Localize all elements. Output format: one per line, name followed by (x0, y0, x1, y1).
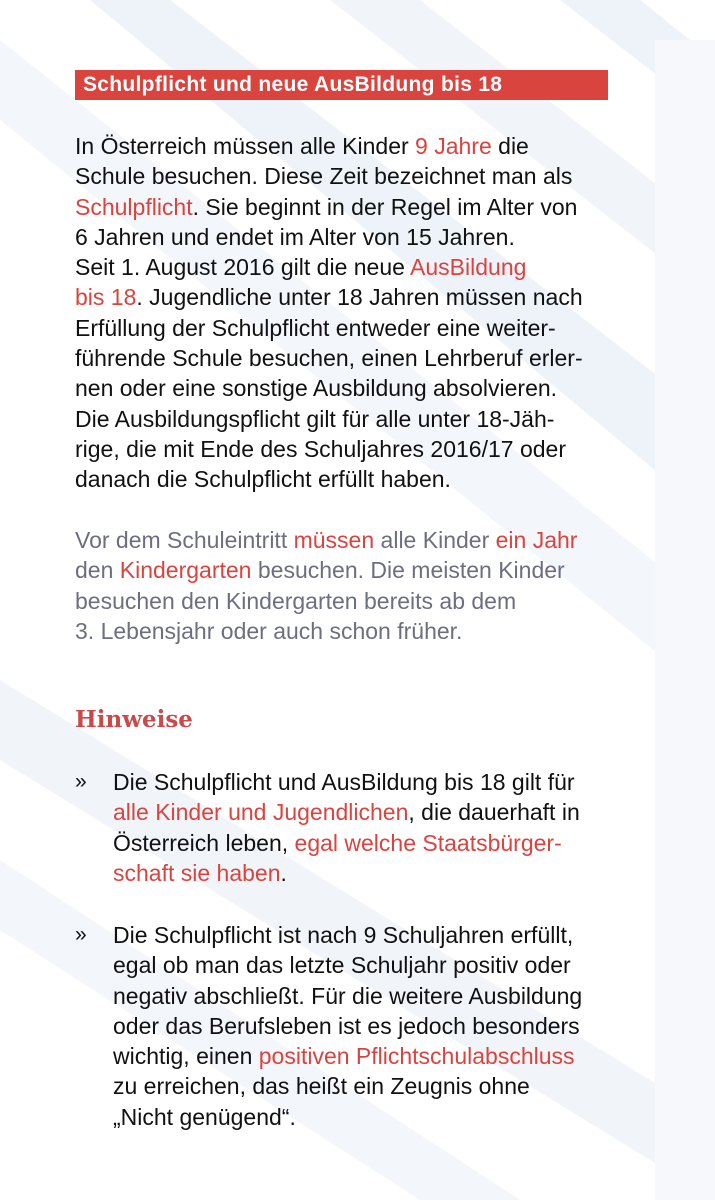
intro-paragraph (75, 131, 655, 495)
text-run: Seit 1. August 2016 gilt die neue (75, 254, 411, 281)
hint-text (113, 767, 653, 888)
text-line (113, 952, 571, 978)
text-run: Vor dem Schuleintritt (75, 527, 294, 553)
text-line (113, 769, 575, 795)
text-line (113, 1013, 580, 1039)
text-line (75, 133, 529, 159)
text-run: oder das Berufsleben ist es jedoch besonders (113, 1012, 580, 1039)
section-title: Schulpflicht und neue AusBildung bis 18 (75, 70, 608, 100)
text-run: alle Kinder (374, 527, 496, 553)
highlight-text: bis 18 (75, 284, 137, 311)
text-line (75, 345, 583, 371)
text-line (113, 1104, 296, 1130)
text-run: nen oder eine sonstige Ausbildung absolvieren. (75, 375, 558, 402)
text-run: zu erreichen, das heißt ein Zeugnis ohne (113, 1073, 530, 1100)
text-line (75, 224, 515, 250)
text-run: wichtig, einen (113, 1043, 259, 1070)
text-line (75, 618, 462, 644)
text-line (75, 557, 565, 583)
highlight-text: müssen (293, 527, 375, 553)
text-run: . Jugendliche unter 18 Jahren müssen nach (136, 284, 583, 311)
highlight-text: schaft sie haben (113, 859, 281, 886)
text-line (75, 284, 583, 310)
highlight-text: 9 Jahre (415, 133, 492, 159)
text-line (75, 254, 526, 280)
highlight-text: positiven Pflichtschulabschluss (258, 1043, 575, 1070)
text-line (113, 983, 582, 1009)
text-run: Die Ausbildungspflicht gilt für alle unter 18-Jäh- (75, 405, 555, 432)
text-run: . Sie beginnt in der Regel im Alter von (192, 193, 578, 220)
text-run: 6 Jahren und endet im Alter von 15 Jahren. (75, 223, 515, 250)
bullet-marker: » (75, 770, 87, 793)
highlight-text: Kindergarten (119, 557, 252, 584)
text-run: 3. Lebensjahr oder auch schon früher. (75, 617, 463, 644)
text-line (75, 527, 577, 553)
text-run: negativ abschließt. Für die weitere Ausbildung (113, 982, 583, 1009)
text-run: , die dauerhaft in (408, 799, 580, 826)
text-run: rige, die mit Ende des Schuljahres 2016/17 oder (75, 435, 566, 462)
text-line (113, 830, 562, 856)
hint-text (113, 920, 653, 1132)
kindergarten-paragraph (75, 525, 655, 646)
text-line (75, 194, 577, 220)
highlight-text: AusBildung (410, 254, 527, 281)
text-run: Schule besuchen. Diese Zeit bezeichnet man als (75, 163, 573, 190)
highlight-text: ein Jahr (495, 527, 578, 553)
text-run: „Nicht genügend“. (113, 1103, 296, 1130)
text-line (75, 436, 566, 462)
text-line (113, 1073, 530, 1099)
text-run: Die Schulpflicht und AusBildung bis 18 gilt für (113, 769, 575, 795)
highlight-text: Schulpflicht (75, 193, 193, 220)
text-run: die (491, 133, 529, 159)
text-line (75, 406, 554, 432)
text-line (113, 1043, 575, 1069)
text-run: egal ob man das letzte Schuljahr positiv oder (113, 952, 571, 979)
bullet-marker: » (75, 923, 87, 946)
text-run: Die Schulpflicht ist nach 9 Schuljahren erfüllt, (113, 922, 574, 948)
text-run: führende Schule besuchen, einen Lehrberuf erler- (75, 345, 583, 372)
text-run: besuchen den Kindergarten bereits ab dem (75, 587, 517, 614)
text-run: . (280, 859, 287, 886)
highlight-text: egal welche Staatsbürger- (294, 829, 562, 856)
text-run: besuchen. Die meisten Kinder (251, 557, 565, 584)
text-run: Erfüllung der Schulpflicht entweder eine weiter- (75, 314, 556, 341)
text-run: Österreich leben, (113, 829, 295, 856)
text-run: danach die Schulpflicht erfüllt haben. (75, 466, 451, 493)
text-run: In Österreich müssen alle Kinder (75, 133, 416, 159)
text-line (75, 315, 556, 341)
hints-heading: Hinweise (75, 706, 193, 733)
text-line (75, 588, 516, 614)
text-run: den (75, 557, 120, 584)
highlight-text: alle Kinder und Jugendlichen (113, 799, 409, 826)
text-line (113, 922, 573, 948)
text-line (75, 375, 557, 401)
text-line (113, 799, 580, 825)
text-line (75, 163, 572, 189)
text-line (113, 860, 287, 886)
text-line (75, 466, 451, 492)
